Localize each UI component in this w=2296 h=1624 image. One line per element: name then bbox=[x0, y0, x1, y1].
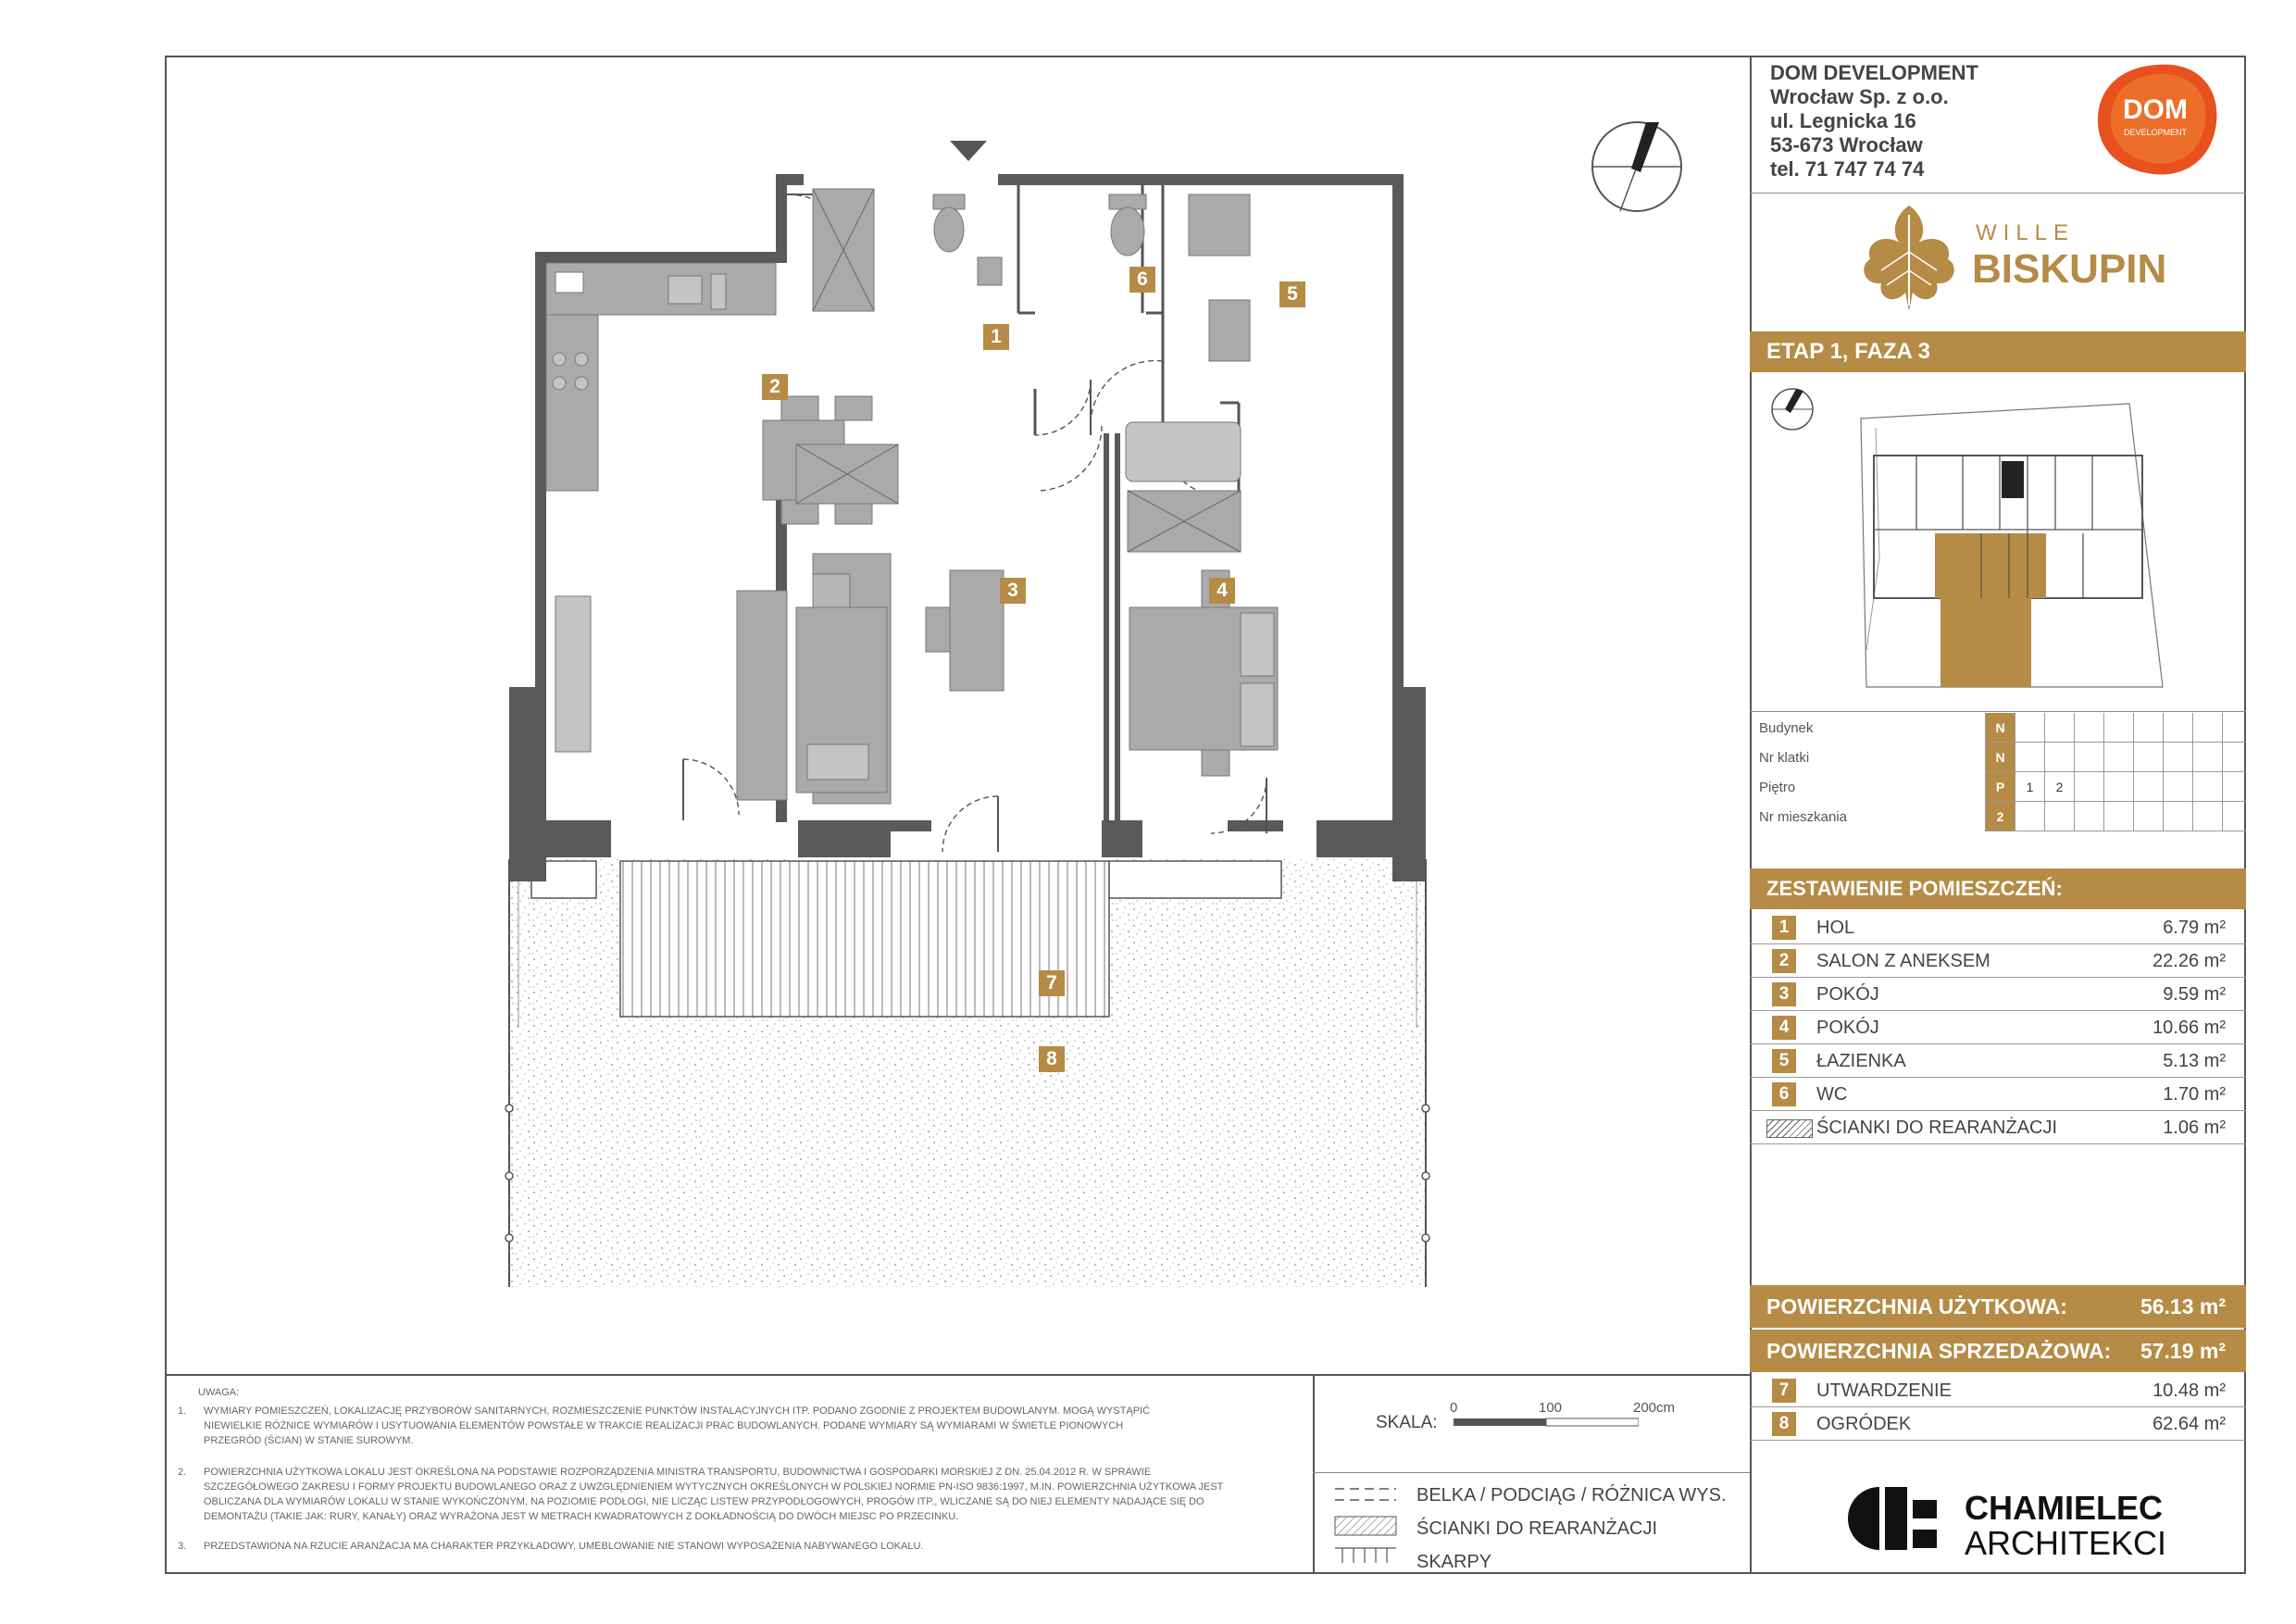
architect-line1: CHAMIELEC bbox=[1965, 1489, 2163, 1527]
room-area: 10.48 m² bbox=[2152, 1380, 2226, 1401]
scale-bar bbox=[1454, 1417, 1639, 1430]
plan-label-1: 1 bbox=[983, 324, 1009, 350]
plan-label-4: 4 bbox=[1209, 578, 1235, 604]
info-cell: 2 bbox=[2044, 772, 2074, 802]
room-number: 8 bbox=[1772, 1412, 1796, 1436]
room-area: 1.70 m² bbox=[2163, 1084, 2226, 1105]
sales-area-label: POWIERZCHNIA SPRZEDAŻOWA: bbox=[1766, 1339, 2112, 1363]
note-line: POWIERZCHNIA UŻYTKOWA LOKALU JEST OKREŚLONA NA PODSTAWIE ROZPORZĄDZENIA MINISTRA TRANSPORTU, BUDOWNICTWA I GOSPODARKI MORSKIEJ Z DN. 25.04.2012 R. W SPRAWIE bbox=[204, 1467, 1152, 1478]
info-row-staircase bbox=[1750, 743, 2246, 772]
legend-partitions: ŚCIANKI DO REARANŻACJI bbox=[1416, 1518, 1658, 1539]
company-name: DOM DEVELOPMENT bbox=[1770, 61, 1978, 84]
room-row bbox=[1750, 911, 2246, 944]
room-area: 6.79 m² bbox=[2163, 918, 2226, 938]
room-name: WC bbox=[1816, 1084, 1848, 1105]
plan-label-2: 2 bbox=[762, 374, 788, 400]
stage-bar: ETAP 1, FAZA 3 bbox=[1750, 331, 2246, 372]
room-row bbox=[1750, 1044, 2246, 1078]
hatch-icon bbox=[1335, 1517, 1396, 1535]
room-name: ŁAZIENKA bbox=[1816, 1051, 1906, 1071]
room-name: ŚCIANKI DO REARANŻACJI bbox=[1816, 1118, 2058, 1138]
room-number: 3 bbox=[1772, 982, 1796, 1006]
info-cell: 1 bbox=[2015, 772, 2044, 802]
legend-icons bbox=[1333, 1483, 1398, 1567]
usable-area-label: POWIERZCHNIA UŻYTKOWA: bbox=[1766, 1294, 2067, 1318]
entrance-marker bbox=[950, 141, 987, 161]
note-line: SZCZEGÓŁOWEGO ZAKRESU I FORMY PROJEKTU BUDOWLANEGO ORAZ Z UWZGLĘDNIENIEM WYTYCZNYCH OKREŚLONYCH W POLSKIEJ NORMIE PN-ISO 9836:1997, M.IN. POWIERZCHNIA UŻYTKOWA JEST bbox=[204, 1481, 1224, 1493]
legend-slopes: SKARPY bbox=[1416, 1552, 1492, 1572]
plan-label-8: 8 bbox=[1039, 1046, 1065, 1072]
note-line: NIEWIELKIE RÓŻNICE WYMIARÓW I USYTUOWANIA ELEMENTÓW POWSTAŁE W TRAKCIE REALIZACJI PRAC BUDOWLANYCH. PODANE WYMIARY SĄ WYMIARAMI W ŚWIETLE PIONOWYCH bbox=[204, 1420, 1124, 1431]
room-area: 10.66 m² bbox=[2152, 1018, 2226, 1038]
oak-leaf-icon bbox=[1844, 196, 1974, 317]
info-row-building bbox=[1750, 713, 2246, 743]
architect-line2: ARCHITEKCI bbox=[1965, 1524, 2167, 1562]
chamielec-logo-icon bbox=[1846, 1485, 1939, 1554]
room-number: 1 bbox=[1772, 916, 1796, 940]
note-number: 2. bbox=[178, 1467, 187, 1478]
legend-beam: BELKA / PODCIĄG / RÓŻNICA WYS. bbox=[1416, 1485, 1727, 1505]
note-line: WYMIARY POMIESZCZEŃ, LOKALIZACJĘ PRZYBORÓW SANITARNYCH, ROZMIESZCZENIE PUNKTÓW INSTALACYJNYCH ITP. PODANO ZGODNIE Z PROJEKTEM BUDOWLANYM. MOGĄ WYSTĄPIĆ bbox=[204, 1405, 1151, 1417]
floor-plan bbox=[165, 56, 1750, 1374]
kitchen-furniture bbox=[546, 263, 776, 491]
north-arrow-icon bbox=[1592, 122, 1681, 211]
notes-box bbox=[165, 1374, 1313, 1574]
room-area: 22.26 m² bbox=[2152, 951, 2226, 971]
room-name: SALON Z ANEKSEM bbox=[1816, 951, 1990, 971]
room-number: 2 bbox=[1772, 949, 1796, 973]
project-logo-main: BISKUPIN bbox=[1972, 246, 2167, 292]
note-number: 1. bbox=[178, 1405, 187, 1417]
extra-row bbox=[1750, 1374, 2246, 1407]
usable-area-value: 56.13 m² bbox=[2140, 1294, 2226, 1318]
note-line: PRZEGRÓD (ŚCIAN) W STANIE SUROWYM. bbox=[204, 1435, 414, 1446]
room-number: 7 bbox=[1772, 1379, 1796, 1403]
project-logo-top: WILLE bbox=[1976, 220, 2076, 245]
room-row bbox=[1750, 978, 2246, 1011]
info-cell: N bbox=[1985, 743, 2015, 772]
room-name: POKÓJ bbox=[1816, 1018, 1879, 1038]
extra-row bbox=[1750, 1407, 2246, 1441]
room-area: 62.64 m² bbox=[2152, 1414, 2226, 1434]
sales-area-bar bbox=[1750, 1330, 2246, 1372]
dom-development-logo bbox=[2092, 61, 2222, 180]
site-plan-thumbnail bbox=[1750, 372, 2246, 711]
room-row bbox=[1750, 1011, 2246, 1044]
room-number: 5 bbox=[1772, 1049, 1796, 1073]
info-cell: 2 bbox=[1985, 802, 2015, 831]
company-phone: tel. 71 747 74 74 bbox=[1770, 157, 1925, 181]
company-city: 53-673 Wrocław bbox=[1770, 133, 1923, 156]
room-row bbox=[1750, 944, 2246, 978]
scale-tick-200: 200cm bbox=[1633, 1400, 1676, 1416]
plan-label-3: 3 bbox=[1000, 578, 1026, 604]
plan-label-5: 5 bbox=[1279, 281, 1305, 307]
plan-label-6: 6 bbox=[1129, 267, 1155, 293]
dom-logo-text: DOM bbox=[2123, 94, 2188, 125]
note-line: PRZEDSTAWIONA NA RZUCIE ARANŻACJA MA CHARAKTER PRZYKŁADOWY, UMEBLOWANIE NIE STANOWI WYPOSAŻENIA NABYWANEGO LOKALU. bbox=[204, 1541, 924, 1552]
usable-area-bar bbox=[1750, 1285, 2246, 1328]
room-name: UTWARDZENIE bbox=[1816, 1380, 1952, 1401]
info-label: Budynek bbox=[1759, 720, 1814, 736]
info-row-apartment bbox=[1750, 802, 2246, 831]
company-street: ul. Legnicka 16 bbox=[1770, 109, 1916, 132]
room-area: 5.13 m² bbox=[2163, 1051, 2226, 1071]
rooms-section-title: ZESTAWIENIE POMIESZCZEŃ: bbox=[1750, 868, 2246, 909]
info-label: Nr klatki bbox=[1759, 750, 1810, 766]
note-number: 3. bbox=[178, 1541, 187, 1552]
dashed-line-icon bbox=[1335, 1489, 1396, 1500]
room-area: 9.59 m² bbox=[2163, 984, 2226, 1005]
room-row-partitions bbox=[1750, 1111, 2246, 1144]
notes-title: UWAGA: bbox=[198, 1387, 240, 1398]
room-name: OGRÓDEK bbox=[1816, 1414, 1912, 1434]
room3-furniture bbox=[796, 444, 1004, 793]
info-cell: P bbox=[1985, 772, 2015, 802]
room-number: 4 bbox=[1772, 1016, 1796, 1040]
room4-furniture bbox=[1129, 570, 1278, 776]
info-label: Piętro bbox=[1759, 780, 1796, 795]
steps-icon bbox=[1335, 1548, 1396, 1563]
hatch-icon bbox=[1766, 1119, 1813, 1138]
company-address bbox=[1770, 61, 1978, 181]
info-row-floor bbox=[1750, 772, 2246, 802]
info-cell: N bbox=[1985, 713, 2015, 743]
info-label: Nr mieszkania bbox=[1759, 809, 1848, 825]
dom-logo-subtext: DEVELOPMENT bbox=[2123, 128, 2188, 137]
plan-label-7: 7 bbox=[1039, 970, 1065, 996]
note-line: DEMONTAŻU (TAKIE JAK: RURY, KANAŁY) ORAZ WYRAŻONA JEST W METRACH KWADRATOWYCH Z DOKŁADNOŚCIĄ DO DWÓCH MIEJSC PO PRZECINKU. bbox=[204, 1511, 959, 1522]
room-number: 6 bbox=[1772, 1082, 1796, 1106]
company-line2: Wrocław Sp. z o.o. bbox=[1770, 85, 1949, 108]
terrace bbox=[620, 861, 1109, 1017]
sales-area-value: 57.19 m² bbox=[2140, 1339, 2226, 1363]
room-area: 1.06 m² bbox=[2163, 1118, 2226, 1138]
scale-tick-100: 100 bbox=[1539, 1400, 1563, 1416]
note-line: OBLICZANA DLA WYMIARÓW LOKALU W STANIE WYKOŃCZONYM, NA POZIOMIE PODŁOGI, NIE LICZĄC LISTEW PRZYPODŁOGOWYCH, PROGÓW ITP., WLICZANE SĄ DO NIEJ ELEMENTY NADAJĄCE SIĘ DO bbox=[204, 1496, 1204, 1507]
room-row bbox=[1750, 1078, 2246, 1111]
scale-tick-0: 0 bbox=[1450, 1400, 1458, 1416]
room-name: POKÓJ bbox=[1816, 984, 1879, 1005]
room-name: HOL bbox=[1816, 918, 1855, 938]
scale-label: SKALA: bbox=[1376, 1413, 1438, 1432]
